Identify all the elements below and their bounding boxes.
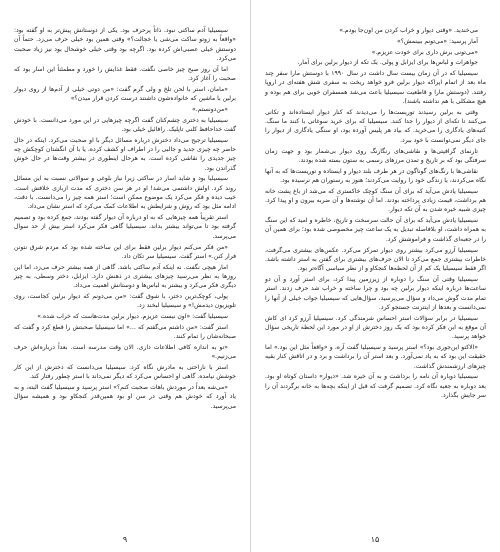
- paragraph: «می‌شه بعداً در موردش باهات صحبت کنم؟» استر پرسید و سیسیلیا گفت البته، و به یاد آورد که خودش هم وقتی در سن او بود همین‌قدر کنجکاو بود و همیشه سؤال می‌پرسید.: [14, 384, 236, 410]
- paragraph: سیسیلیا آرزو می‌کرد بیشتر روی دیوار تمرکز می‌کرد. عکس‌های بیشتری می‌گرفت، خاطرات بیشتری جمع می‌کرد تا الان حرف‌های بیشتری برای گفتن به استر داشته باشد. اگر فقط سیسیلیا یک کم از آن لحظه‌ها کنجکاو و از نظر سیاسی آگاه‌تر بود.: [265, 246, 486, 273]
- paragraph: «من فکر می‌کنم دیوار برلین فقط برای این ساخته شده بود که مردم شرق نتونن فرار کنن.» استر گفت. سیسیلیا سر تکان داد.: [14, 243, 236, 260]
- left-page-number: ۹: [122, 535, 128, 544]
- paragraph: سیسیلیا در برابر سؤالات استر احساس شرمندگی کرد. سیسیلیا آرزو کرد ای کاش آن موقع به این فکر کرده بود که یک روز دخترش از او در مورد این لحظه تاریخی سؤال خواهد پرسید.: [265, 314, 486, 341]
- paragraph: سیسیلیا وقتی آن سنگ را دوباره از زیرزمین پیدا کرد، برای استر آورد و آن دو ساعت‌ها درباره اینکه دیوار برلین چه بود و چرا ساخته و خراب شد حرف زدند. استر تمام مدت گوش می‌داد و سؤال می‌پرسید، سؤال‌هایی که سیسیلیا جواب خیلی از آنها را نمی‌دانست و بعدها از اینترنت جستجو کرد.: [265, 275, 486, 311]
- right-page: [250, 0, 500, 552]
- right-page-number: ۱۵: [370, 535, 380, 544]
- paragraph: استر تقریباً همه چیزهایی که به او درباره آن دیوار گفته بودند، جمع کرده بود و تصمیم گرفته بود تا می‌تواند بیشتر بداند. سیسیلیا گاهی فکر می‌کرد استر بیش از حد سوال می‌پرسد.: [14, 214, 236, 240]
- paragraph: «تو به اندازه کافی اطلاعات داری. الان وقت مدرسه است. بعداً درباره‌اش حرف می‌زنیم.»: [14, 344, 236, 361]
- paragraph: سیسیلیا آدم ساکتی نبود. ذاتاً پرحرف بود. یکی از دوستانش پیش‌تر به او گفته بود: «واقعاً به زوتو ساکت می‌شی یا خجالت؟» وقتی همین بود خیلی حرف می‌زد. حتماً آن دوستش خیلی عصبی‌اش کرده بود. اگرچه بود وقتی خیلی خوشحال بود نیز زیاد صحبت می‌کرد.: [14, 27, 236, 62]
- paragraph: سیسیلیا که در آن زمان بیست سال داشت در سال ۱۹۹۰ با دوستش مارا سفر چند ماه بعد از اتمام اپراکه دیوار برلین فرو خواهد ریخت به سفری شش هفته‌ای در اروپا رفتند. (دوستش مارا و قاطعیت سیسیلیا باعث می‌شد همسفران خوبی برای هم بوده و هیچ مشکلی با هم نداشته باشند).: [265, 70, 486, 106]
- paragraph: استر گفت: «من داشتم می‌گفتم که …» اما سیسیلیا صحبتش را قطع کرد و گفت که صبحانه‌شان را تمام کنند.: [14, 323, 236, 341]
- paragraph: «الاکتو این‌جوری بود؟» استر پرسید و سیسیلیا گفت آره، و «واقعاً مثل این بود.» اما حقیقت این بود که به یاد نمی‌آورد. و بعد استر آن را برداشت و برد و در اتاقش کنار بقیه چیزهای ارزشمندش گذاشت.: [265, 344, 486, 370]
- paragraph: اما آن روز صبح چیز خاصی نگفت. فقط غذایش را خورد و مطمئناً این اسار بود که صحبت را آغاز کرد.: [14, 65, 236, 82]
- paragraph: سیسیلیا یادش می‌آید که برای آن سنگ کوچک خاکستری که می‌شد از باغ پشت خانه هم برداشت، قیمت زیادی پرداخته بودند. اما آن نوشته‌ها و آن ضربه بیرون و او پیدا کرد. چیزی شبیه خیره شدن به آن تکه دیوار.: [265, 187, 486, 214]
- paragraph: تارنمای گرافیتی‌ها و نقاشی‌های رنگارنگ روی دیوار بی‌شمار بود و جهت زمان سرفتگی بود که بر تاریخ و تمدن مرزهای رسمی به ستون بسته شده بودند.: [265, 147, 486, 164]
- paragraph: سیسیلیا به دختری چشم‌کنان گفت اگرچه چیزهایی در این مورد می‌دانست. با خودش گفت خداحافظ کلنی تاپلیک. رافائیل خیلی بود.: [14, 116, 236, 133]
- paragraph: جواهرات و لباس‌ها برای ایزابل و پولی. یک تکه از دیوار برلین برای آمار.: [297, 59, 478, 67]
- paragraph: آمار پرسید: «می‌تونم ببینمش؟»: [397, 37, 478, 45]
- paragraph: امار هیچی نگفت. نه اینکه آدم ساکتی باشد. گاهی از همه بیشتر حرف می‌زد، اما این روزها به نظر می‌رسید چیزهای بیشتری در ذهنش دارد. ایزابل، دختر وسطی، به چیز دیگری فکر می‌کرد و بیشتر به لباس‌ها و دوستانش اهمیت می‌داد.: [14, 263, 236, 290]
- paragraph: سیسیلیا بود و شاید اسار در ساکتی زیرا نیاز بلوغی و سوالاتی نسبت به این مسائل روند کرد. اولش داشتمی می‌شد! او در هر سن دختری که مدت ازبازی خلافش است. خیب دیده و فکر می‌کرد یک موضوع ممکن است؛ استر همه چیز را می‌دانست. با دقت، ادامه مثل بود که روش و شرایطش به اطلاعات کمک می‌کرد که استر نشان می‌داد.: [14, 175, 236, 211]
- paragraph: «می‌تونی برش داری برای خودت عزیزم.»: [371, 48, 478, 56]
- paragraph: «من‌دونستم.»: [192, 105, 228, 113]
- paragraph: سیسیلیا ترجیح می‌داد دخترش درباره مسائل دیگر با او صحبت می‌کرد. اینکه در حال حاضر چه چیزی جدید و جالبی را در اطراف او کشف کرده، یا با آن انگشتان کوچکش چه چیز جدیدی را نقاشی کرده است. به هرحال اینطوری در بیشتر وقت‌ها در حال خوش گذراندن بود.: [14, 136, 236, 172]
- paragraph: سیسیلیا دوباره آن نامه را برداشت و به آن خیره شد. «دیوار» داستان کوتاه او بود. بعد دوباره به جعبه نگاه کرد. تصمیم گرفت که قبل از اینکه بچه‌ها به خانه برگردند آن را سر جایش بگذارد.: [265, 373, 486, 399]
- paragraph: پولی، کوچک‌ترین دختر، با شوق گفت: «من می‌دونم که دیوار برلین کجاست، روی تلویزیون دیدمش!» و سیسیلیا لبخند زد.: [14, 293, 236, 310]
- paragraph: نقاشی‌ها با رنگ‌های گوناگون در هر طرف بلند دیوار و ایستاده و توریست‌ها که به آنها نگاه می‌کردند، یا زندگی خود را روایت می‌کردند؛ هنوز به رستوران هم نرسیده بود.: [265, 167, 486, 184]
- paragraph: می‌خندید. «وقتی دیوار و خراب کردن من اون‌جا بودم.»: [339, 27, 478, 34]
- paragraph: وقتی به برلین رسیدند توریست‌ها را می‌دیدند که کنار دیوار ایستاده‌اند و تکانی می‌کنند تا تکه‌ای از دیوار را جدا کنند. سیسیلیا که برای خرید سوغاتی با کنند ما سنگ. کتیه‌های یادگاری را می‌خرید. که بیاد هر پلیس آورده بود، او سنگی یادگاری از دیوار را جای دیگر نمی‌توانست با خود ببرد.: [265, 108, 486, 144]
- paragraph: سیسیلیا یادش می‌آید که برای آن حالت سرسخت و تاریخ، خاطره و امید که این سنگ به همراه داشت، او بلافاصله تبدیل به یک ساعت چیز مخصوصی شده بود؛ برای همین آن را در جعبه‌ای گذاشت و فراموشش کرد.: [265, 217, 486, 243]
- paragraph: سیسیلیا گفت: «اون نیست عزیزم. دیوار برلین مدت‌هاست که خراب شده.»: [37, 313, 228, 321]
- paragraph: استر با ناراحتی به مادرش نگاه کرد. سیسیلیا می‌دانست که دخترش از این کار خوشش نیامده. گاهی او احساس می‌کرد که دیگر نمی‌داند با استر چطور رفتار کند.: [14, 364, 236, 381]
- paragraph: «مامان، استر با لحن تلخ و ولی گرم گفت: «من دوتی خیلی از آدم‌ها از روی دیوار برلین با ماشین که خانواده‌شون داشتند درست کردن قرار میدن؟»: [14, 85, 236, 103]
